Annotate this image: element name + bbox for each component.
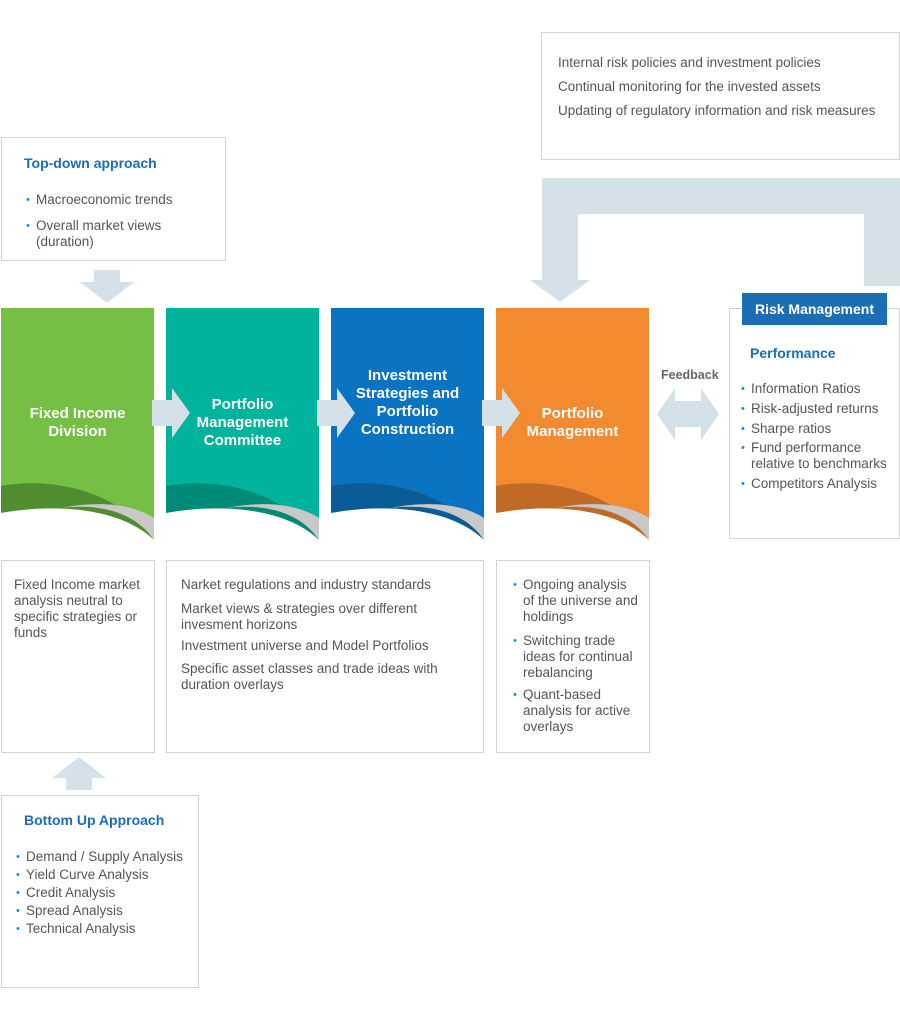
performance-title: Performance: [750, 345, 836, 361]
list-item: • Information Ratios: [741, 381, 899, 397]
list-item: • Technical Analysis: [16, 920, 186, 938]
list-item: • Yield Curve Analysis: [16, 866, 186, 884]
top-down-title: Top-down approach: [24, 155, 157, 171]
stage-label: Fixed Income Division: [29, 405, 126, 440]
stage-label: Investment Strategies and Portfolio Construction: [355, 367, 460, 438]
right-arrow-icon: [482, 388, 520, 438]
right-arrow-icon: [152, 388, 190, 438]
risk-loop-arrow: [530, 176, 900, 304]
committee-desc-box: [166, 560, 484, 753]
risk-management-tag: Risk Management: [742, 293, 887, 325]
risk-policy-item: Updating of regulatory information and risk measures: [558, 103, 876, 118]
pm-desc-box: [496, 560, 650, 753]
list-item: • Credit Analysis: [16, 884, 186, 902]
list-item: • Spread Analysis: [16, 902, 186, 920]
top-down-box: [1, 137, 226, 261]
committee-desc-list: [181, 577, 471, 693]
list-item: Narket regulations and industry standards: [181, 577, 431, 592]
list-item: • Ongoing analysis of the universe and holdings: [513, 577, 641, 625]
risk-policies-list: [558, 51, 893, 123]
stage-label: Portfolio Management: [526, 405, 619, 440]
list-item: Specific asset classes and trade ideas with duration overlays: [181, 661, 438, 692]
risk-policy-item: Continual monitoring for the invested assets: [558, 79, 821, 94]
list-item: • Macroeconomic trends: [26, 192, 206, 208]
stage-label: Portfolio Management Committee: [196, 396, 289, 449]
list-item: Investment universe and Model Portfolios: [181, 638, 429, 653]
risk-management-box: [729, 308, 900, 539]
list-item: • Sharpe ratios: [741, 421, 899, 437]
risk-policies-box: [541, 32, 900, 160]
double-arrow-icon: [657, 388, 719, 440]
bottom-up-box: [1, 795, 199, 988]
fixed-income-desc: Fixed Income market analysis neutral to specific strategies or funds: [14, 577, 141, 640]
bottom-up-title: Bottom Up Approach: [24, 812, 165, 828]
feedback-label: Feedback: [661, 368, 719, 382]
performance-list: [741, 381, 899, 492]
list-item: • Switching trade ideas for continual rebalancing: [513, 633, 641, 681]
list-item: • Fund performance relative to benchmarks: [741, 440, 899, 472]
right-arrow-icon: [317, 388, 355, 438]
stage-fixed-income: [1, 308, 154, 540]
list-item: • Demand / Supply Analysis: [16, 848, 186, 866]
list-item: • Risk-adjusted returns: [741, 401, 899, 417]
list-item: • Quant-based analysis for active overlays: [513, 687, 641, 735]
fixed-income-desc-box: [1, 560, 155, 753]
pm-desc-list: [513, 577, 641, 735]
list-item: • Overall market views (duration): [26, 218, 206, 250]
top-down-arrow: [80, 270, 134, 303]
list-item: • Competitors Analysis: [741, 476, 899, 492]
risk-policy-item: Internal risk policies and investment policies: [558, 55, 821, 70]
list-item: Market views & strategies over different invesment horizons: [181, 601, 418, 632]
top-down-list: [26, 192, 206, 250]
bottom-up-arrow: [52, 757, 106, 790]
bottom-up-list: [16, 848, 186, 938]
